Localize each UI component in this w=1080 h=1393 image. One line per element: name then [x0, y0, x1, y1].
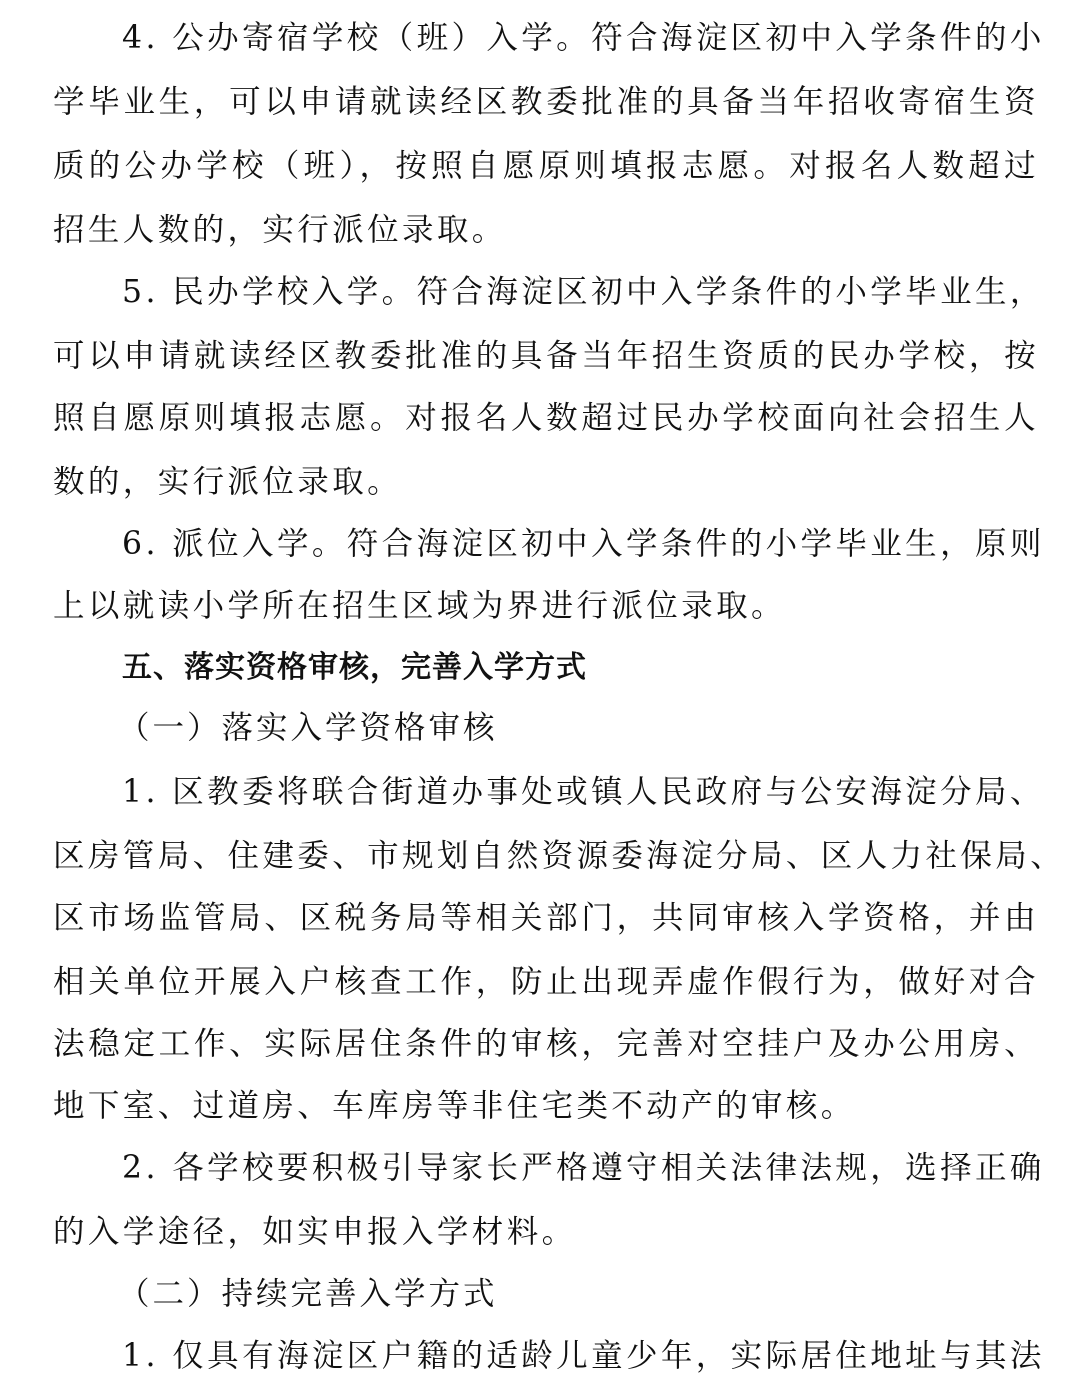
item-2-1-line-1: 1. 仅具有海淀区户籍的适龄儿童少年，实际居住地址与其法 [122, 1338, 1045, 1374]
paragraph-4-line-3: 质的公办学校（班），按照自愿原则填报志愿。对报名人数超过 [53, 148, 1039, 184]
item-1-line-4: 相关单位开展入户核查工作，防止出现弄虚作假行为，做好对合 [53, 964, 1039, 1000]
item-1-line-6: 地下室、过道房、车库房等非住宅类不动产的审核。 [53, 1088, 856, 1124]
paragraph-5-line-3: 照自愿原则填报志愿。对报名人数超过民办学校面向社会招生人 [53, 400, 1039, 436]
item-2-line-2: 的入学途径，如实申报入学材料。 [53, 1214, 577, 1250]
paragraph-5-line-4: 数的，实行派位录取。 [53, 464, 403, 500]
item-1-line-2: 区房管局、住建委、市规划自然资源委海淀分局、区人力社保局、 [53, 838, 1066, 874]
paragraph-5-line-1: 5. 民办学校入学。符合海淀区初中入学条件的小学毕业生， [122, 274, 1045, 310]
paragraph-6-line-2: 上以就读小学所在招生区域为界进行派位录取。 [53, 588, 786, 624]
paragraph-4-line-1: 4. 公办寄宿学校（班）入学。符合海淀区初中入学条件的小 [122, 20, 1045, 56]
item-1-line-3: 区市场监管局、区税务局等相关部门，共同审核入学资格，并由 [53, 900, 1039, 936]
paragraph-6-line-1: 6. 派位入学。符合海淀区初中入学条件的小学毕业生，原则 [122, 526, 1045, 562]
subsection-heading-1: （一）落实入学资格审核 [118, 710, 498, 746]
paragraph-5-line-2: 可以申请就读经区教委批准的具备当年招生资质的民办学校，按 [53, 338, 1039, 374]
item-1-line-5: 法稳定工作、实际居住条件的审核，完善对空挂户及办公用房、 [53, 1026, 1039, 1062]
section-heading-5: 五、落实资格审核，完善入学方式 [122, 650, 587, 685]
paragraph-4-line-2: 学毕业生，可以申请就读经区教委批准的具备当年招收寄宿生资 [53, 84, 1039, 120]
paragraph-4-line-4: 招生人数的，实行派位录取。 [53, 212, 507, 248]
subsection-heading-2: （二）持续完善入学方式 [118, 1276, 498, 1312]
item-1-line-1: 1. 区教委将联合街道办事处或镇人民政府与公安海淀分局、 [122, 774, 1045, 810]
item-2-line-1: 2. 各学校要积极引导家长严格遵守相关法律法规，选择正确 [122, 1150, 1045, 1186]
